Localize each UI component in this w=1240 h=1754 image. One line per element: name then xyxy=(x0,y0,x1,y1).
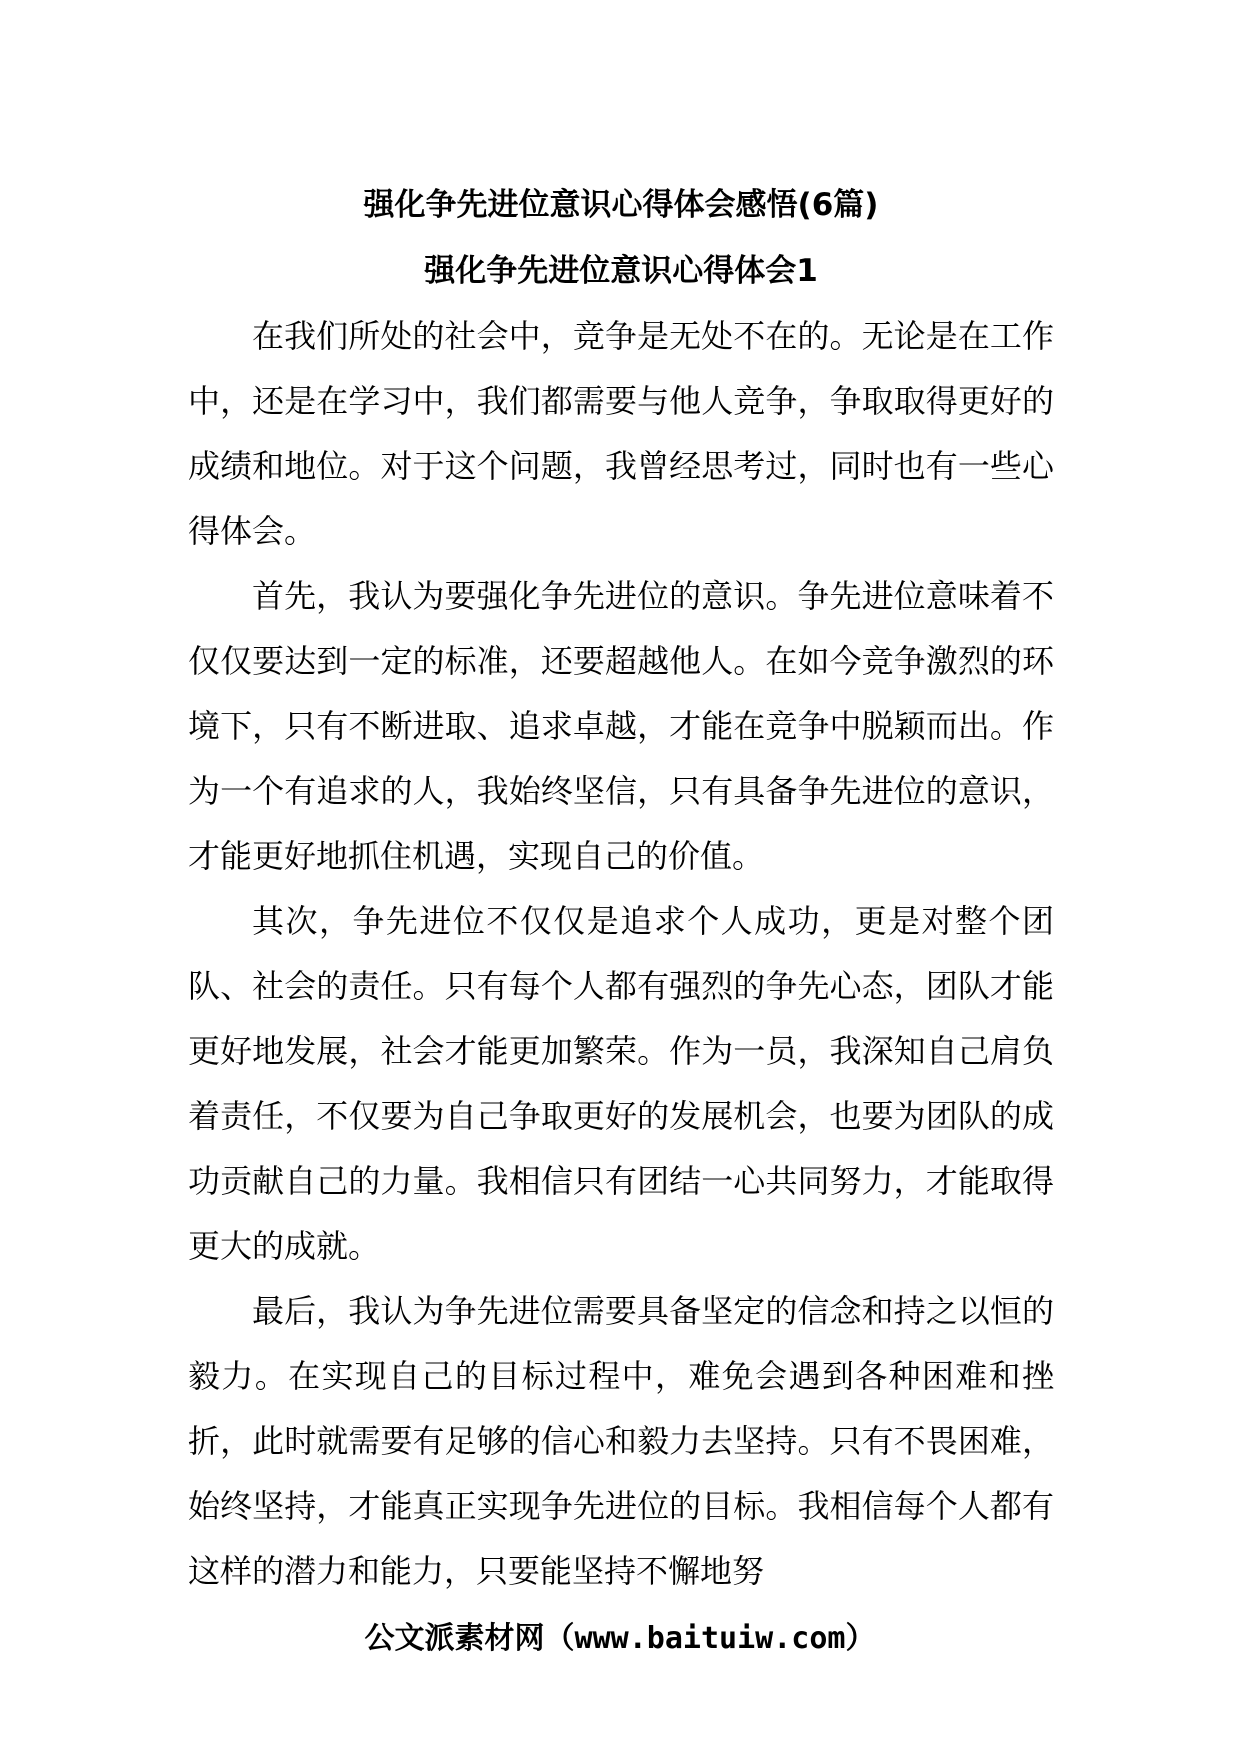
paragraph-2: 首先，我认为要强化争先进位的意识。争先进位意味着不仅仅要达到一定的标准，还要超越他人。在如今竞争激烈的环境下，只有不断进取、追求卓越，才能在竞争中脱颖而出。作为一个有追求的人，我始终坚信，只有具备争先进位的意识，才能更好地抓住机遇，实现自己的价值。 xyxy=(188,577,1054,875)
footer-url: （www.baituiw.com） xyxy=(544,1621,876,1656)
footer-brand: 公文派素材网 xyxy=(364,1621,545,1656)
paragraph-1: 在我们所处的社会中，竞争是无处不在的。无论是在工作中，还是在学习中，我们都需要与他人竞争，争取取得更好的成绩和地位。对于这个问题，我曾经思考过，同时也有一些心得体会。 xyxy=(188,317,1054,550)
section-title: 强化争先进位意识心得体会1 xyxy=(424,253,818,289)
page-footer xyxy=(0,1614,1240,1664)
document-body xyxy=(188,172,1054,1604)
paragraph-3: 其次，争先进位不仅仅是追求个人成功，更是对整个团队、社会的责任。只有每个人都有强烈的争先心态，团队才能更好地发展，社会才能更加繁荣。作为一员，我深知自己肩负着责任，不仅要为自己争取更好的发展机会，也要为团队的成功贡献自己的力量。我相信只有团结一心共同努力，才能取得更大的成就。 xyxy=(188,902,1054,1265)
main-title: 强化争先进位意识心得体会感悟(6篇) xyxy=(363,187,879,223)
paragraph-4: 最后，我认为争先进位需要具备坚定的信念和持之以恒的毅力。在实现自己的目标过程中，难免会遇到各种困难和挫折，此时就需要有足够的信心和毅力去坚持。只有不畏困难，始终坚持，才能真正实现争先进位的目标。我相信每个人都有这样的潜力和能力，只要能坚持不懈地努 xyxy=(188,1292,1054,1590)
